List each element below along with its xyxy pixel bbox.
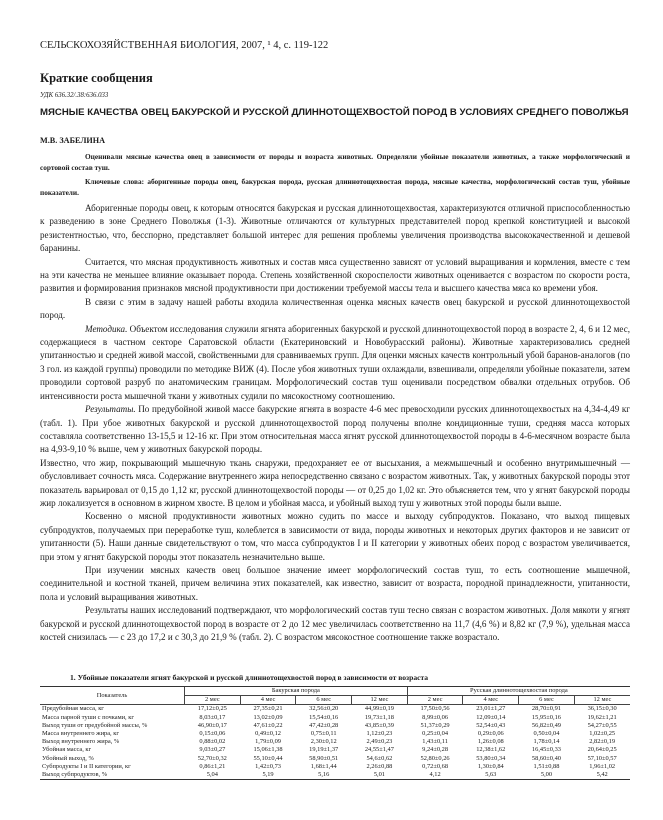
table-cell: 19,73±1,18 [364, 713, 394, 721]
abstract: Оценивали мясные качества овец в зависимости от породы и возраста животных. Определяли убойные показатели животных, а также морфологический и сортовой состав туш. [40, 152, 630, 172]
paragraph: При изучении мясных качеств овец большое значение имеет морфологический состав туш, то есть соотношение мышечной, соединительной и костной тканей, причем величина этих показателей, как известно, зависит от возраста, породной принадлежности, упитанности, пола и условий выращивания животных. [40, 564, 630, 602]
table-cell: 58,90±0,51 [309, 754, 339, 762]
table-cell: 28,70±0,91 [531, 705, 561, 713]
table-cell: 1,42±0,73 [255, 762, 281, 770]
methods-text: Объектом исследования служили ягнята аборигенных бакурской и русской длиннотощехвостой пород в возрасте 2, 4, 6 и 12 мес, содержащиеся в частном секторе Саратовской области (Екатериновский и Новобурасский районы). Животные характеризовались средней упитанностью и средней живой массой, свойственными для сравниваемых групп. Для оценки мясных качеств контрольный убой баранов-аналогов (по 3 гол. из каждой группы) проводили по методике ВИЖ (4). После убоя животных туши охлаждали, взвешивали, определяли убойные показатели, затем проводили сортовой разруб по анатомическим границам. Морфологический состав туш оценивали посредством обвалки отдельных отрубов. Об интенсивности роста мышечной ткани у животных судили по мясокостному соотношению. [40, 323, 631, 401]
table-cell: 52,80±0,26 [420, 754, 450, 762]
table-cell: 52,54±0,43 [476, 721, 506, 729]
table-cell: 46,90±0,17 [197, 721, 227, 729]
slaughter-table [40, 686, 630, 780]
table-cell: 1,02±0,25 [589, 730, 616, 738]
table-cell: 0,49±0,12 [255, 730, 281, 738]
table-cell: 47,42±0,28 [309, 721, 339, 729]
table-cell: 0,29±0,06 [477, 730, 504, 738]
table-cell: 5,16 [296, 771, 352, 780]
age-header: 12 мес [352, 696, 408, 705]
table-cell: 1,12±0,23 [366, 730, 393, 738]
table-cell: 1,51±0,88 [533, 762, 560, 770]
table-cell: 1,79±0,09 [255, 738, 281, 746]
keywords: Ключевые слова: аборигенные породы овец, бакурская порода, русская длиннотощехвостая порода, мясные качества, морфологический состав туш, убойные показатели. [40, 177, 630, 197]
table-cell: 43,85±0,39 [364, 721, 394, 729]
row-label: Выход субпродуктов, % [40, 771, 185, 780]
table-row [40, 755, 630, 763]
table-cell: 58,60±0,40 [531, 754, 561, 762]
udk-code: УДК 636.32/.38:636.033 [40, 92, 109, 99]
paragraph: Косвенно о мясной продуктивности животных можно судить по массе и выходу субпродуктов. Показано, что выход пищевых субпродуктов, получаемых при переработке туш, колеблется в зависимости от вида, породы животных и некоторых других факторов и не зависит от упитанности (5). Наши данные свидетельствуют о том, что масса субпродуктов I и II категории у животных обеих пород с возрастом увеличивается, при этом у ягнят бакурской породы этот показатель незначительно выше. [40, 511, 630, 562]
table-cell: 53,80±0,34 [476, 754, 506, 762]
paragraph: Аборигенные породы овец, к которым относятся бакурская и русская длиннотощехвостая, характеризуются отличной приспособленностью к разведению в зоне Среднего Поволжья (1-3). Животные отличаются от культурных представителей пород крепкой конституцией и высокой резистентностью, что, бесспорно, представляет большой интерес для решения проблемы увеличения производства высококачественной и дешевой баранины. [40, 203, 630, 254]
table-cell: 51,37±0,29 [420, 721, 450, 729]
table-row [40, 763, 630, 771]
table-cell: 12,09±0,14 [476, 713, 506, 721]
table-cell: 56,82±0,49 [531, 721, 561, 729]
table-row [40, 771, 630, 780]
row-label: Выход туши от предубойной массы, % [42, 721, 148, 729]
table-cell: 36,15±0,30 [587, 705, 617, 713]
paragraph: Результаты наших исследований подтверждают, что морфологический состав туш тесно связан с возрастом животных. Доля мякоти у ягнят бакурской и русской длиннотощехвостой пород в возрасте от 2 до 12 мес увеличилась соответственно на 11,7 (4,6 %) и 8,82 кг (7,9 %), удельная масса костей снизилась — с 23 до 17,2 и с 30,3 до 21,9 % (табл. 2). С возрастом мясокостное соотношение также возрастало. [40, 605, 630, 642]
table-cell: 55,10±0,44 [253, 754, 283, 762]
table-cell: 15,95±0,16 [531, 713, 561, 721]
table-cell: 32,56±0,20 [309, 705, 339, 713]
section-heading: Краткие сообщения [40, 71, 153, 85]
table-cell: 24,55±1,47 [364, 746, 394, 754]
row-label: Субпродукты I и II категории, кг [42, 762, 131, 770]
table-cell: 5,19 [240, 771, 296, 780]
table-cell: 2,49±0,23 [366, 738, 393, 746]
age-header: 2 мес [407, 696, 463, 705]
row-label: Предубойная масса, кг [42, 705, 104, 713]
table-row [40, 746, 630, 754]
table-cell: 9,03±0,27 [199, 746, 226, 754]
table-cell: 17,12±0,25 [197, 705, 227, 713]
age-header: 12 мес [574, 696, 630, 705]
table-cell: 1,30±0,84 [477, 762, 504, 770]
article-title: МЯСНЫЕ КАЧЕСТВА ОВЕЦ БАКУРСКОЙ И РУССКОЙ ДЛИННОТОЩЕХВОСТОЙ ПОРОД В УСЛОВИЯХ СРЕДНЕГО ПОВОЛЖЬЯ [40, 107, 629, 118]
table-cell: 0,88±0,02 [199, 738, 226, 746]
table-cell: 57,10±0,57 [587, 754, 617, 762]
table-cell: 15,06±1,38 [253, 746, 283, 754]
paragraph-results [40, 403, 630, 457]
results-text: По предубойной живой массе бакурские ягнята в возрасте 4-6 мес превосходили русских длиннотощехвостых на 4,34-4,49 кг (табл. 1). При убое животных бакурской и русской длиннотощехвостой пород получены вполне кондиционные туши, средняя масса которых составляла соответственно 13-15,5 и 12-16 кг. При этом относительная масса ягнят русской длиннотощехвостой породы в 4-6-месячном возрасте была на 4,93-9,10 % выше, чем у животных бакурской породы. [40, 404, 630, 455]
age-header: 4 мес [240, 696, 296, 705]
table-cell: 20,64±0,25 [587, 746, 617, 754]
table-row [40, 722, 630, 730]
table-cell: 0,15±0,06 [199, 730, 226, 738]
row-label: Масса внутреннего жира, кг [42, 730, 119, 738]
age-header: 4 мес [463, 696, 519, 705]
table-cell: 2,82±0,19 [589, 738, 616, 746]
table-cell: 19,19±1,37 [309, 746, 339, 754]
row-label: Масса парной туши с почками, кг [42, 713, 134, 721]
group-header-russian: Русская длиннотощехвостая порода [407, 687, 630, 696]
table-row [40, 705, 630, 714]
table-cell: 44,99±0,19 [364, 705, 394, 713]
table-cell: 0,25±0,04 [422, 730, 449, 738]
table-row [40, 730, 630, 738]
table-row [40, 714, 630, 722]
journal-header: СЕЛЬСКОХОЗЯЙСТВЕННАЯ БИОЛОГИЯ, 2007, ¹ 4, с. 119-122 [40, 40, 329, 51]
row-label: Выход внутреннего жира, % [42, 738, 120, 746]
row-label: Убойный выход, % [42, 754, 94, 762]
age-header: 6 мес [296, 696, 352, 705]
table-cell: 47,61±0,22 [253, 721, 283, 729]
age-header: 2 мес [185, 696, 241, 705]
table-cell: 16,45±0,33 [531, 746, 561, 754]
results-lead: Результаты. [85, 404, 136, 415]
age-header: 6 мес [519, 696, 575, 705]
table-cell: 9,24±0,28 [422, 746, 449, 754]
table-cell: 5,00 [519, 771, 575, 780]
table-cell: 8,03±0,17 [199, 713, 226, 721]
paragraph: В связи с этим в задачу нашей работы входила количественная оценка мясных качеств овец бакурской и русской длиннотощехвостой пород. [40, 296, 630, 321]
table-cell: 19,62±1,21 [587, 713, 617, 721]
table-cell: 0,50±0,04 [533, 730, 560, 738]
table-cell: 1,68±1,44 [310, 762, 337, 770]
paragraph-methods [40, 323, 630, 403]
table-title: 1. Убойные показатели ягнят бакурской и русской длиннотощехвостой пород в зависимости от возраста [70, 673, 429, 682]
paragraph: Считается, что мясная продуктивность животных и состав мяса существенно зависят от условий выращивания и кормления, вместе с тем на эти качества не меньшее влияние оказывает порода. Степень хозяйственной скороспелости животных оценивается с возрастом по скорости роста, развития и формирования признаков мясной продуктивности при достижении требуемой массы тела и высшего качества мяса ко времени убоя. [40, 256, 630, 294]
table-cell: 1,26±0,08 [477, 738, 504, 746]
table-cell: 13,02±0,09 [253, 713, 283, 721]
table-cell: 5,42 [574, 771, 630, 780]
table-cell: 54,6±0,62 [366, 754, 393, 762]
table-cell: 5,04 [185, 771, 241, 780]
table-cell: 2,30±0,12 [310, 738, 337, 746]
table-cell: 1,96±1,02 [589, 762, 616, 770]
column-header-indicator: Показатель [40, 687, 185, 705]
article-body [40, 202, 630, 644]
table-row [40, 738, 630, 746]
group-header-bakur: Бакурская порода [185, 687, 408, 696]
table-cell: 1,43±0,11 [422, 738, 448, 746]
table-cell: 2,26±0,88 [366, 762, 393, 770]
table-cell: 54,27±0,55 [587, 721, 617, 729]
row-label: Убойная масса, кг [42, 746, 92, 754]
table-cell: 15,54±0,16 [309, 713, 339, 721]
methods-lead: Методика. [85, 323, 128, 334]
table-cell: 0,75±0,11 [310, 730, 337, 738]
table-cell: 52,70±0,32 [197, 754, 227, 762]
paragraph: Известно, что жир, покрывающий мышечную ткань снаружи, предохраняет ее от высыхания, а межмышечный и особенно внутримышечный — обусловливает сочность мяса. Содержание внутреннего жира непосредственно связано с возрастом животных. Так, у животных бакурской породы этот показатель варьировал от 0,15 до 1,12 кг, русской длиннотощехвостой породы — от 0,25 до 1,02 кг. Это объясняется тем, что у ягнят бакурской породы жир локализуется в основном в жирном хвосте. В целом и убойная масса, и убойный выход туш у животных этой породы были выше. [40, 457, 630, 508]
table-cell: 23,01±1,27 [476, 705, 506, 713]
table-cell: 27,35±0,21 [253, 705, 283, 713]
table-cell: 0,72±0,68 [422, 762, 449, 770]
table-cell: 12,38±1,62 [476, 746, 506, 754]
table-cell: 1,78±0,14 [533, 738, 560, 746]
author: М.В. ЗАБЕЛИНА [40, 136, 106, 145]
table-cell: 4,12 [407, 771, 463, 780]
table-cell: 17,50±0,56 [420, 705, 450, 713]
table-cell: 0,86±1,21 [199, 762, 226, 770]
table-cell: 5,63 [463, 771, 519, 780]
table-cell: 5,01 [352, 771, 408, 780]
table-cell: 8,99±0,06 [422, 713, 449, 721]
